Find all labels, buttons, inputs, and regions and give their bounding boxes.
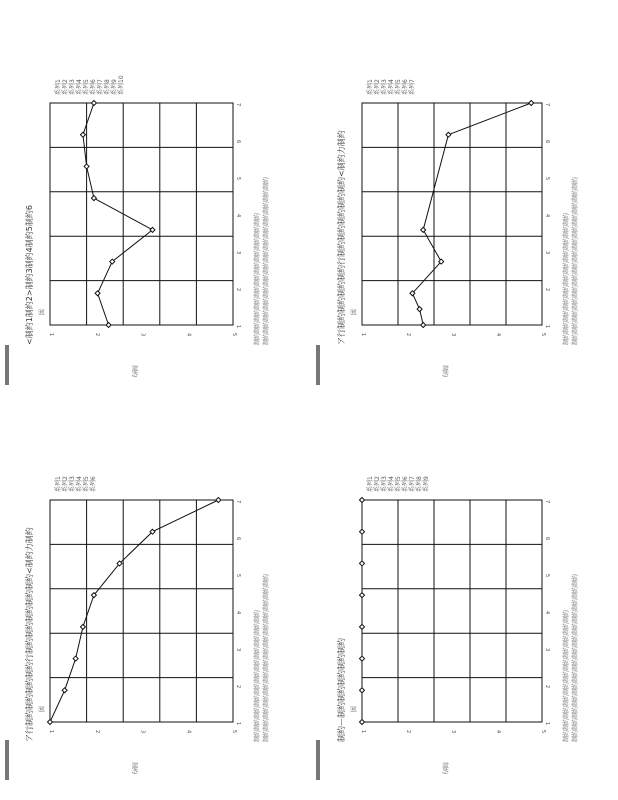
legend-entry: 系列4 bbox=[388, 79, 395, 95]
y-tick-label: 3 bbox=[450, 730, 456, 734]
y-tick-label: 5 bbox=[231, 730, 237, 734]
x-tick-label: 6 bbox=[544, 537, 550, 541]
legend-entry: 系列2 bbox=[62, 79, 69, 95]
x-tick-label: 4 bbox=[544, 214, 550, 218]
y-tick-label: 1 bbox=[360, 730, 366, 734]
x-tick-label: 5 bbox=[544, 574, 550, 578]
y-tick-label: 2 bbox=[405, 333, 411, 337]
y-tick-label: 1 bbox=[360, 333, 366, 337]
footer-line: 制約制約制約制約制約制約制約制約制約制約制約 bbox=[563, 212, 570, 345]
footer-line: 制約制約制約制約制約制約制約制約制約制約制約制約制約制約 bbox=[572, 176, 579, 345]
y-tick-label: 2 bbox=[93, 333, 100, 337]
chart-subtitle: 図 bbox=[351, 705, 358, 712]
data-point bbox=[360, 656, 365, 661]
x-tick-label: 4 bbox=[544, 611, 550, 615]
y-axis-label: 制約 bbox=[130, 365, 138, 378]
x-tick-label: 7 bbox=[235, 500, 241, 504]
legend-entry: 系列6 bbox=[90, 79, 97, 95]
legend-entry: 系列1 bbox=[55, 79, 62, 95]
x-tick-label: 1 bbox=[235, 722, 241, 726]
x-tick-label: 2 bbox=[235, 685, 241, 689]
chart-subtitle: 図 bbox=[39, 705, 46, 712]
legend-entry: 系列3 bbox=[381, 476, 388, 492]
legend-entry: 系列4 bbox=[76, 79, 83, 95]
legend-entry: 系列2 bbox=[374, 476, 381, 492]
footer-line: 制約制約制約制約制約制約制約制約制約制約制約制約制約制約 bbox=[572, 573, 579, 742]
legend-entry: 系列9 bbox=[423, 476, 430, 492]
x-tick-label: 1 bbox=[544, 722, 550, 726]
legend-entry: 系列4 bbox=[388, 476, 395, 492]
x-tick-label: 2 bbox=[544, 685, 550, 689]
chart-subtitle: 図 bbox=[351, 308, 358, 315]
y-tick-label: 1 bbox=[48, 730, 54, 734]
legend-entry: 系列3 bbox=[69, 476, 76, 492]
x-tick-label: 5 bbox=[235, 574, 241, 578]
chart-title: ア行制約制約制約制約行制約制約制約制約制約<制約力制約 bbox=[337, 130, 346, 345]
x-tick-label: 4 bbox=[235, 214, 241, 218]
legend-entry: 系列1 bbox=[367, 79, 374, 95]
x-tick-label: 6 bbox=[235, 537, 241, 541]
x-tick-label: 3 bbox=[235, 251, 241, 255]
x-tick-label: 2 bbox=[235, 288, 241, 292]
legend-entry: 系列6 bbox=[402, 476, 409, 492]
x-tick-label: 3 bbox=[544, 648, 550, 652]
y-tick-label: 4 bbox=[185, 333, 192, 337]
legend-entry: 系列3 bbox=[381, 79, 388, 95]
legend-entry: 系列2 bbox=[62, 476, 69, 492]
x-tick-label: 6 bbox=[235, 140, 241, 144]
chart-title: 制約ー制約制約制約制約制約 bbox=[337, 638, 346, 742]
data-point bbox=[360, 498, 365, 503]
legend-entry: 系列6 bbox=[402, 79, 409, 95]
footer-line: 制約制約制約制約制約制約制約制約制約制約制約 bbox=[254, 212, 261, 345]
chart-title: ア行制約制約制約制約行制約制約制約制約制約<制約力制約 bbox=[25, 527, 34, 742]
x-tick-label: 1 bbox=[235, 325, 241, 329]
footer-line: 制約制約制約制約制約制約制約制約制約制約制約制約制約制約 bbox=[263, 176, 270, 345]
chart-title: <制約1制約2>制約3制約4制約5制約6 bbox=[25, 205, 34, 345]
legend-entry: 系列8 bbox=[416, 476, 423, 492]
legend-entry: 系列4 bbox=[76, 476, 83, 492]
legend-entry: 系列10 bbox=[118, 75, 125, 95]
x-tick-label: 4 bbox=[235, 611, 241, 615]
x-tick-label: 3 bbox=[235, 648, 241, 652]
legend-entry: 系列5 bbox=[395, 79, 402, 95]
footer-line: 制約制約制約制約制約制約制約制約制約制約制約制約制約制約 bbox=[263, 573, 270, 742]
legend-entry: 系列7 bbox=[409, 79, 416, 95]
legend-entry: 系列5 bbox=[395, 476, 402, 492]
x-tick-label: 3 bbox=[544, 251, 550, 255]
data-point bbox=[360, 561, 365, 566]
y-tick-label: 3 bbox=[139, 730, 146, 734]
x-tick-label: 1 bbox=[544, 325, 550, 329]
x-tick-label: 6 bbox=[544, 140, 550, 144]
legend-entry: 系列5 bbox=[83, 476, 90, 492]
y-axis-label: 制約 bbox=[130, 762, 138, 775]
y-axis-label: 制約 bbox=[441, 365, 448, 378]
y-tick-label: 4 bbox=[185, 730, 192, 734]
x-tick-label: 7 bbox=[544, 103, 550, 107]
x-tick-label: 7 bbox=[544, 500, 550, 504]
y-tick-label: 5 bbox=[231, 333, 237, 337]
legend-entry: 系列1 bbox=[55, 476, 62, 492]
x-tick-label: 5 bbox=[235, 177, 241, 181]
x-tick-label: 7 bbox=[235, 103, 241, 107]
legend-entry: 系列2 bbox=[374, 79, 381, 95]
y-axis-label: 制約 bbox=[441, 762, 448, 775]
y-tick-label: 1 bbox=[48, 333, 54, 337]
y-tick-label: 2 bbox=[93, 730, 100, 734]
legend-entry: 系列9 bbox=[111, 79, 118, 95]
y-tick-label: 4 bbox=[495, 333, 501, 337]
legend-entry: 系列7 bbox=[97, 79, 104, 95]
chart-subtitle: 図 bbox=[39, 308, 46, 315]
legend-entry: 系列7 bbox=[409, 476, 416, 492]
legend-entry: 系列5 bbox=[83, 79, 90, 95]
data-point bbox=[360, 688, 365, 693]
y-tick-label: 2 bbox=[405, 730, 411, 734]
legend-entry: 系列1 bbox=[367, 476, 374, 492]
footer-line: 制約制約制約制約制約制約制約制約制約制約制約 bbox=[254, 609, 261, 742]
y-tick-label: 4 bbox=[495, 730, 501, 734]
y-tick-label: 5 bbox=[540, 730, 546, 734]
plot-frame bbox=[362, 500, 542, 722]
legend-entry: 系列8 bbox=[104, 79, 111, 95]
data-point bbox=[360, 529, 365, 534]
footer-line: 制約制約制約制約制約制約制約制約制約制約制約 bbox=[563, 609, 570, 742]
x-tick-label: 5 bbox=[544, 177, 550, 181]
y-tick-label: 5 bbox=[540, 333, 546, 337]
legend-entry: 系列3 bbox=[69, 79, 76, 95]
x-tick-label: 2 bbox=[544, 288, 550, 292]
y-tick-label: 3 bbox=[139, 333, 146, 337]
y-tick-label: 3 bbox=[450, 333, 456, 337]
data-point bbox=[360, 720, 365, 725]
legend-entry: 系列6 bbox=[90, 476, 97, 492]
data-point bbox=[360, 624, 365, 629]
data-point bbox=[360, 593, 365, 598]
